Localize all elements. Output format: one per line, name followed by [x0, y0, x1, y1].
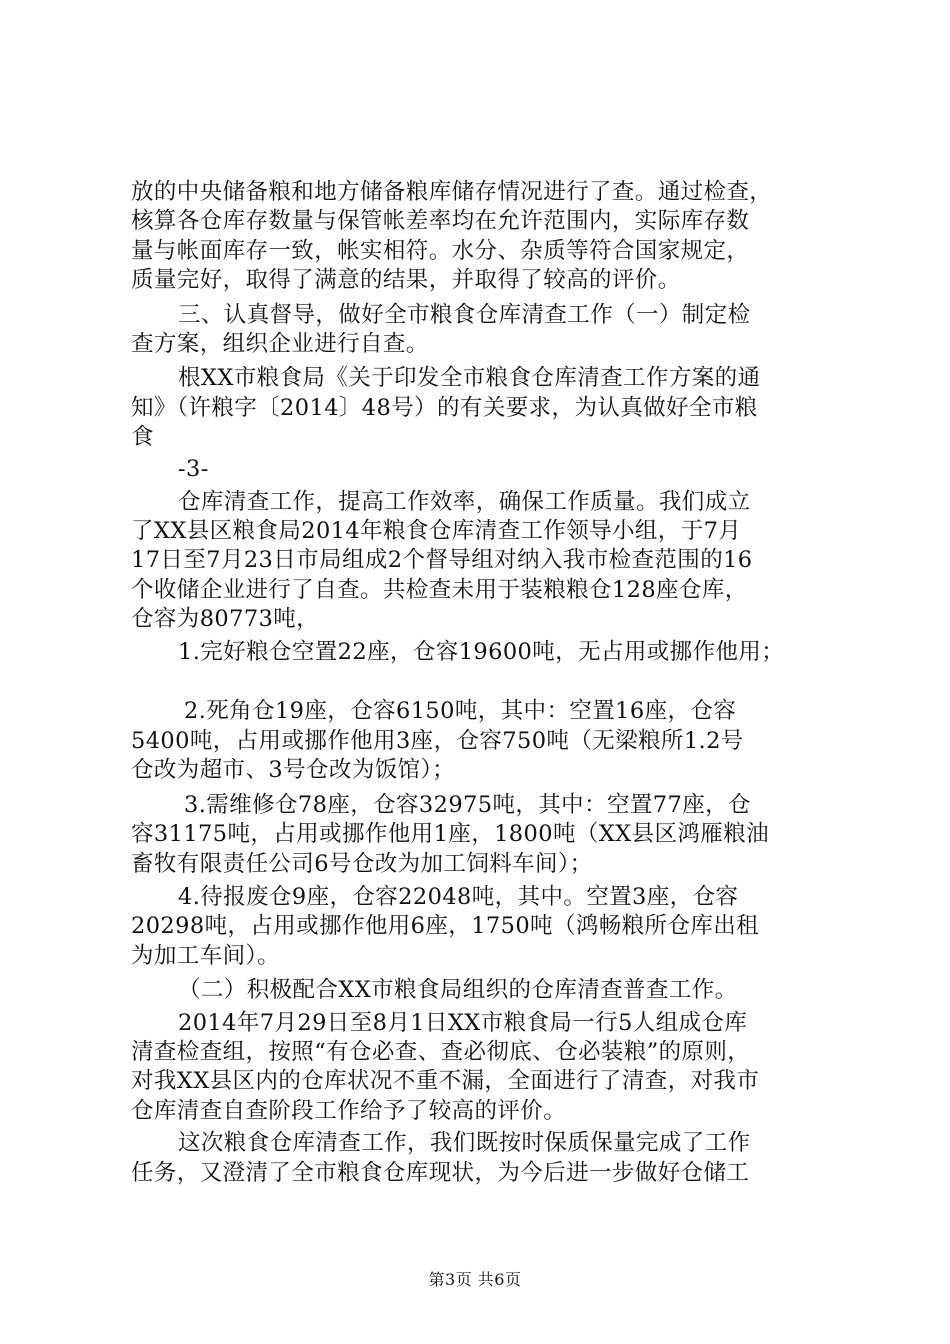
body-text-line: 根XX市粮食局《关于印发全市粮食仓库清查工作方案的通	[178, 365, 761, 391]
body-text-line: 清查检查组，按照“有仓必查、查必彻底、仓必装粮”的原则，	[131, 1039, 751, 1065]
body-text-line: 5400吨，占用或挪作他用3座，仓容750吨（无梁粮所1.2号	[131, 728, 744, 754]
body-text-line: 知》（许粮字〔2014〕48号）的有关要求，为认真做好全市粮	[131, 395, 758, 421]
list-item: 4.待报废仓9座，仓容22048吨，其中。空置3座，仓容	[178, 884, 739, 910]
page-footer: 第3页 共6页	[428, 1270, 522, 1289]
body-text-line: 个收储企业进行了自查。共检查未用于装粮粮仓128座仓库，	[131, 577, 748, 603]
list-item: 3.需维修仓78座，仓容32975吨，其中：空置77座，仓	[184, 792, 751, 818]
body-text-line: 容31175吨，占用或挪作他用1座，1800吨（XX县区鸿雁粮油	[131, 821, 769, 847]
inline-page-number: -3-	[178, 456, 209, 482]
body-text-line: 为加工车间）。	[131, 943, 281, 969]
body-text-line: 放的中央储备粮和地方储备粮库储存情况进行了查。通过检查，	[131, 179, 773, 205]
body-text-line: 任务，又澄清了全市粮食仓库现状，为今后进一步做好仓储工	[131, 1160, 750, 1186]
section-heading: （二）积极配合XX市粮食局组织的仓库清查普查工作。	[178, 977, 738, 1003]
body-text-line: 17日至7月23日市局组成2个督导组对纳入我市检查范围的16	[131, 547, 753, 573]
body-text-line: 仓改为超市、3号仓改为饭馆）；	[131, 757, 456, 783]
body-text-line: 仓容为80773吨，	[131, 606, 320, 632]
body-text-line: 仓库清查自查阶段工作给予了较高的评价。	[131, 1098, 567, 1124]
body-text-line: 了XX县区粮食局2014年粮食仓库清查工作领导小组，于7月	[131, 518, 742, 544]
section-heading: 三、认真督导，做好全市粮食仓库清查工作（一）制定检	[178, 302, 751, 328]
body-text-line: 20298吨，占用或挪作他用6座，1750吨（鸿畅粮所仓库出租	[131, 913, 760, 939]
body-text-line: 量与帐面库存一致，帐实相符。水分、杂质等符合国家规定，	[131, 238, 750, 264]
body-text-line: 对我XX县区内的仓库状况不重不漏，全面进行了清查，对我市	[131, 1068, 760, 1094]
body-text-line: 这次粮食仓库清查工作，我们既按时保质保量完成了工作	[178, 1130, 751, 1156]
list-item: 1.完好粮仓空置22座，仓容19600吨，无占用或挪作他用；	[178, 639, 785, 665]
body-text-line: 查方案，组织企业进行自查。	[131, 331, 429, 357]
list-item: 2.死角仓19座，仓容6150吨，其中：空置16座，仓容	[184, 698, 737, 724]
body-text-line: 仓库清查工作，提高工作效率，确保工作质量。我们成立	[178, 489, 751, 515]
body-text-line: 核算各仓库存数量与保管帐差率均在允许范围内，实际库存数	[131, 208, 750, 234]
body-text-line: 2014年7月29日至8月1日XX市粮食局一行5人组成仓库	[178, 1010, 748, 1036]
body-text-line: 质量完好，取得了满意的结果，并取得了较高的评价。	[131, 267, 681, 293]
body-text-line: 畜牧有限责任公司6号仓改为加工饲料车间）；	[131, 851, 593, 877]
body-text-line: 食	[131, 424, 154, 450]
